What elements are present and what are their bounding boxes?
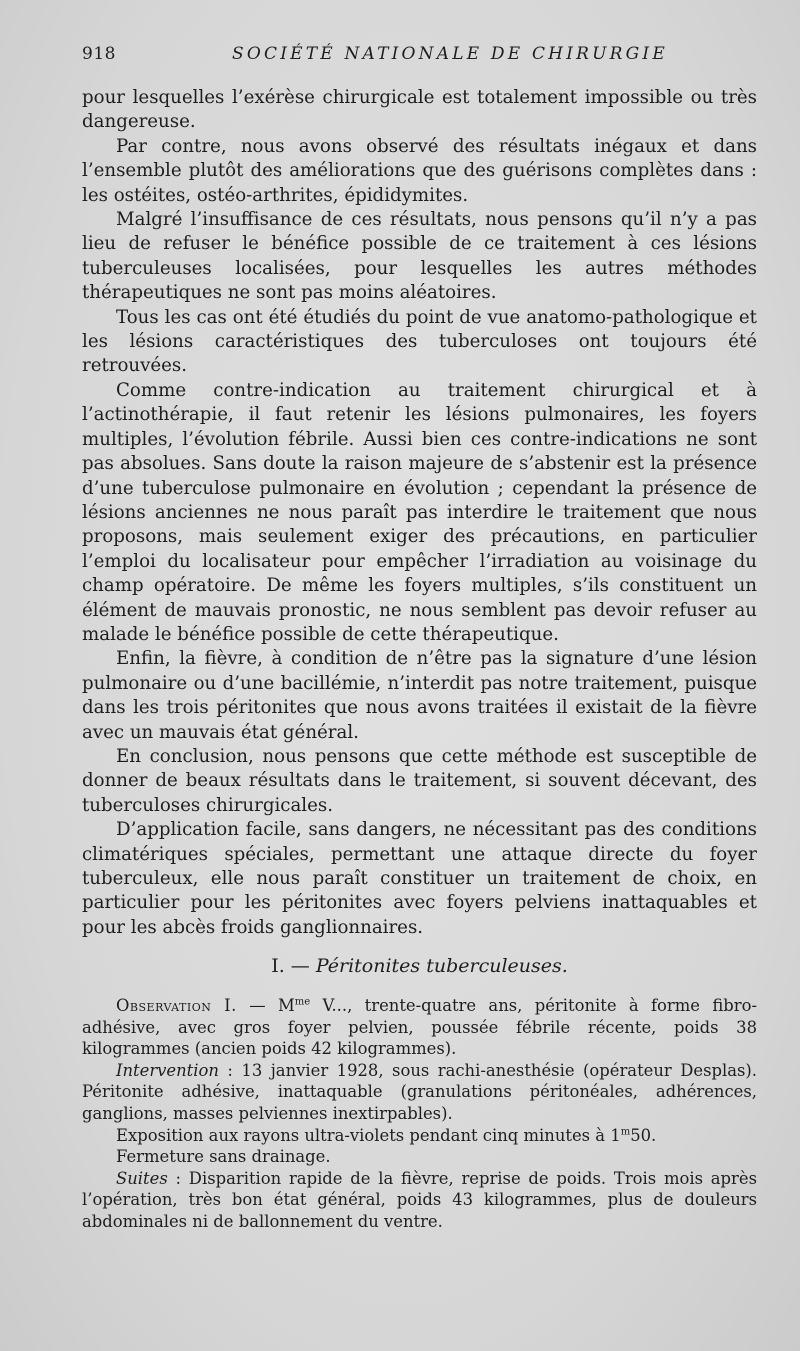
observation-block — [82, 995, 757, 1233]
running-title: SOCIÉTÉ NATIONALE DE CHIRURGIE — [232, 44, 668, 64]
page-header — [82, 44, 762, 68]
exposition-sup: m — [620, 1126, 631, 1138]
paragraph: Malgré l’insuffisance de ces résultats, nous pensons qu’il n’y a pas lieu de refuser le bénéfice possible de ce traitement à ces lésions tuberculeuses localisées, pour lesquelles les autres méthodes thérapeutiques ne sont pas moins aléatoires. — [82, 209, 757, 304]
intervention-paragraph — [82, 1060, 757, 1125]
section-heading — [82, 955, 757, 977]
paragraph: Tous les cas ont été étudiés du point de vue anatomo-pathologique et les lésions caractéristiques des tuberculoses ont toujours été retrouvées. — [82, 306, 757, 377]
paragraph: Par contre, nous avons observé des résultats inégaux et dans l’ensemble plutôt des améliorations que des guérisons complètes dans : les ostéites, ostéo-arthrites, épididymites. — [82, 135, 757, 206]
page-number: 918 — [82, 44, 116, 64]
section-number: I. — — [271, 955, 310, 977]
paragraph: En conclusion, nous pensons que cette méthode est susceptible de donner de beaux résultats dans le traitement, si souvent décevant, des tuberculoses chirurgicales. — [82, 745, 757, 816]
observation-mme: M — [277, 996, 295, 1015]
section-title: Péritonites tuberculeuses. — [315, 955, 568, 977]
exposition-paragraph — [82, 1125, 757, 1147]
suites-text: : Disparition rapide de la fièvre, reprise de poids. Trois mois après l’opération, très bon état général, poids 43 kilogrammes, plus de douleurs abdominales ni de ballonnement du ventre. — [82, 1168, 757, 1231]
intervention-label: Intervention — [116, 1060, 219, 1080]
observation-label: Observation I. — [116, 996, 237, 1015]
suites-paragraph — [82, 1168, 757, 1233]
paragraph: pour lesquelles l’exérèse chirurgicale est totalement impossible ou très dangereuse. — [82, 87, 757, 133]
fermeture-paragraph: Fermeture sans drainage. — [116, 1147, 331, 1167]
observation-text: V..., trente-quatre ans, péritonite à forme fibro-adhésive, avec gros foyer pelvien, poussée fébrile récente, poids 38 kilogrammes (ancien poids 42 kilogrammes). — [82, 996, 757, 1059]
body-text — [82, 86, 757, 940]
paragraph: Comme contre-indication au traitement chirurgical et à l’actinothérapie, il faut retenir les lésions pulmonaires, les foyers multiples, l’évolution fébrile. Aussi bien ces contre-indications ne sont pas absolues. Sans doute la raison majeure de s’abstenir est la présence d’une tuberculose pulmonaire en évolution ; cependant la présence de lésions anciennes ne nous paraît pas interdire le traitement que nous proposons, mais seulement exiger des précautions, en particulier l’emploi du localisateur pour empêcher l’irradiation au voisinage du champ opératoire. De même les foyers multiples, s’ils constituent un élément de mauvais pronostic, ne nous semblent pas devoir refuser au malade le bénéfice possible de cette thérapeutique. — [82, 379, 757, 645]
paragraph: D’application facile, sans dangers, ne nécessitant pas des conditions climatériques spéciales, permettant une attaque directe du foyer tuberculeux, elle nous paraît constituer un traitement de choix, en particulier pour les péritonites avec foyers pelviens inattaquables et pour les abcès froids ganglionnaires. — [82, 819, 757, 938]
observation-paragraph — [82, 995, 757, 1060]
exposition-end: 50. — [630, 1125, 657, 1145]
exposition-text: Exposition aux rayons ultra-violets pendant cinq minutes à 1 — [116, 1125, 621, 1145]
paragraph: Enfin, la fièvre, à condition de n’être pas la signature d’une lésion pulmonaire ou d’une bacillémie, n’interdit pas notre traitement, puisque dans les trois péritonites que nous avons traitées il existait de la fièvre avec un mauvais état général. — [82, 648, 757, 743]
observation-dash: — — [236, 996, 278, 1015]
intervention-text: : 13 janvier 1928, sous rachi-anesthésie (opérateur Desplas). Péritonite adhésive, inattaquable (granulations péritonéales, adhérences, ganglions, masses pelviennes inextirpables). — [82, 1060, 757, 1123]
suites-label: Suites — [116, 1168, 168, 1188]
observation-mme-sup: me — [294, 996, 311, 1008]
